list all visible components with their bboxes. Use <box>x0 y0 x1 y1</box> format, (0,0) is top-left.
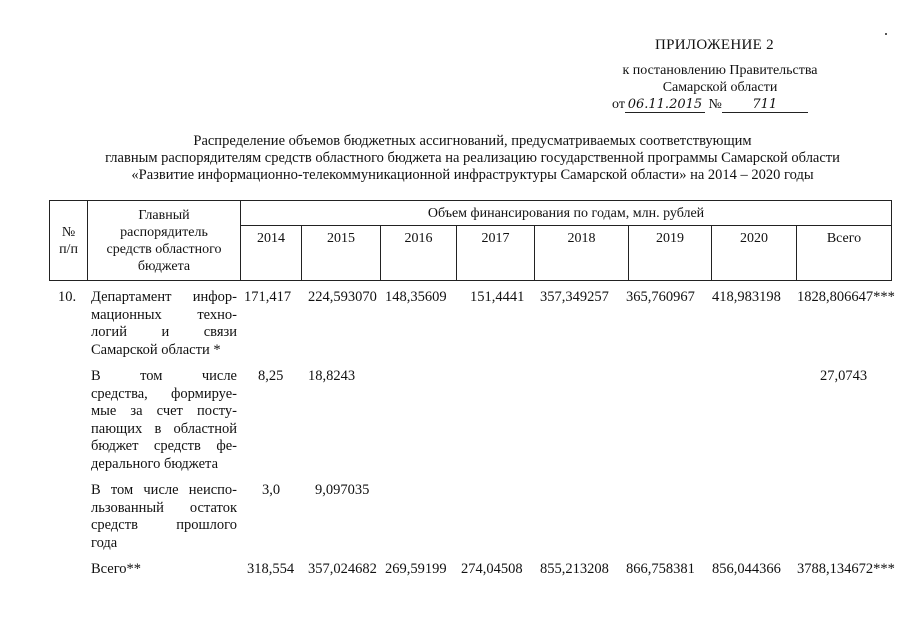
header-year: 2019 <box>629 226 712 281</box>
value-2015: 9,097035 <box>315 482 370 498</box>
value-2014: 3,0 <box>262 482 281 498</box>
value-2017: 274,04508 <box>461 561 523 577</box>
header-year: 2015 <box>302 226 381 281</box>
funding-table-header <box>49 200 892 281</box>
row-manager-text: В том числе средства, формируе- мые за счет посту- пающих в областной бюджет средств фе- дерального бюджета <box>91 368 237 472</box>
value-2018: 855,213208 <box>540 561 609 577</box>
value-total: 1828,806647*** <box>797 289 895 305</box>
value-total: 3788,134672*** <box>797 561 895 577</box>
value-2017: 151,4441 <box>470 289 525 305</box>
number-label: № <box>708 97 722 112</box>
header-cell-manager: Главный распорядитель средств областного бюджета <box>88 201 241 281</box>
header-year: 2016 <box>381 226 457 281</box>
header-cell-funding: Объем финансирования по годам, млн. рублей <box>241 201 892 226</box>
header-year: 2014 <box>241 226 302 281</box>
value-2015: 357,024682 <box>308 561 377 577</box>
header-date-line <box>612 97 808 113</box>
row-number: 10. <box>58 289 77 305</box>
value-2014: 318,554 <box>247 561 295 577</box>
row-manager-text: Всего** <box>91 561 142 577</box>
value-total: 27,0743 <box>820 368 868 384</box>
value-2020: 418,983198 <box>712 289 781 305</box>
value-2015: 18,8243 <box>308 368 356 384</box>
header-year: 2017 <box>457 226 535 281</box>
row-manager-text: Департамент инфор- мационных техно- логий и связи Самарской области * <box>91 289 237 358</box>
header-line-2: Самарской области <box>662 80 778 95</box>
caption-line-1: Распределение объемов бюджетных ассигнований, предусматриваемых соответствующим <box>193 133 752 149</box>
header-year: 2018 <box>535 226 629 281</box>
value-2014: 8,25 <box>258 368 284 384</box>
header-year: 2020 <box>712 226 797 281</box>
value-2015: 224,593070 <box>308 289 377 305</box>
value-2018: 357,349257 <box>540 289 609 305</box>
caption-line-2: главным распорядителям средств областного бюджета на реализацию государственной программы Самарской области <box>105 150 840 166</box>
header-cell-no: № п/п <box>50 201 88 281</box>
handwritten-date: 06.11.2015 <box>625 97 705 113</box>
value-2016: 269,59199 <box>385 561 447 577</box>
row-manager-text: В том числе неиспо- льзованный остаток средств прошлого года <box>91 482 237 551</box>
value-2019: 365,760967 <box>626 289 695 305</box>
header-line-1: к постановлению Правительства <box>622 63 818 78</box>
from-label: от <box>612 97 625 112</box>
value-2020: 856,044366 <box>712 561 781 577</box>
value-2019: 866,758381 <box>626 561 695 577</box>
header-year-total: Всего <box>797 226 892 281</box>
value-2014: 171,417 <box>244 289 292 305</box>
caption-line-3: «Развитие информационно-телекоммуникационной инфраструктуры Самарской области» на 2014 – 2020 годы <box>131 167 814 183</box>
handwritten-number: 711 <box>722 97 808 113</box>
appendix-title: ПРИЛОЖЕНИЕ 2 <box>655 37 774 53</box>
value-2016: 148,35609 <box>385 289 447 305</box>
scan-speck <box>885 33 887 35</box>
